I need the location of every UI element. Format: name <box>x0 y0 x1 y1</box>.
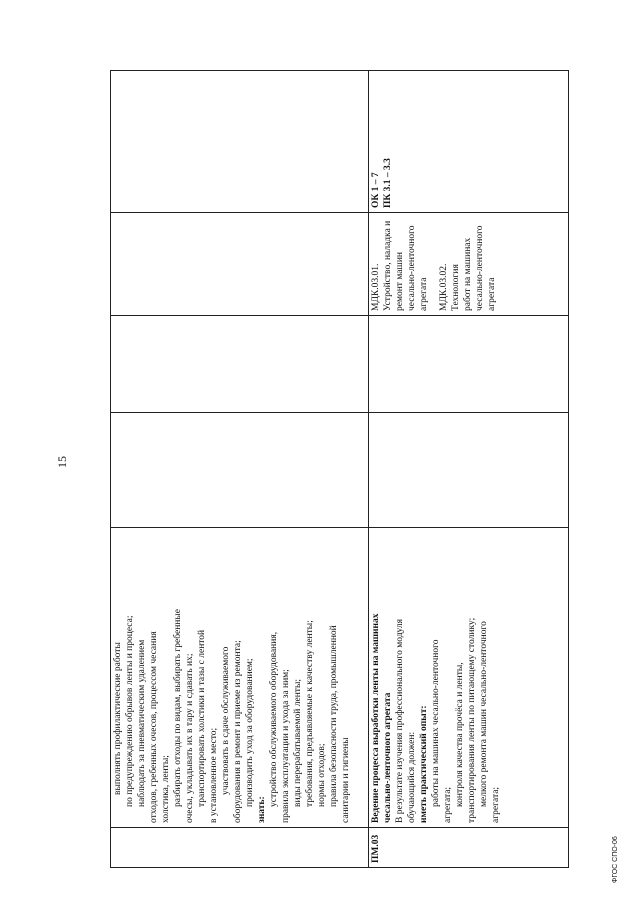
cell-empty <box>369 413 569 528</box>
mdk-line: агрегата <box>487 277 497 311</box>
text-line: отходов, гребенных очесов, процессом чесания <box>149 631 159 823</box>
competence-line: ОК 1 – 7 <box>371 172 381 208</box>
table-row-continuation <box>111 71 369 868</box>
module-title-line: чесально-ленточного агрегата <box>383 692 393 823</box>
text-line: санитарии и гигиены <box>341 737 351 823</box>
mdk-line: ремонт машин <box>395 252 405 311</box>
mdk-line: агрегата <box>419 277 429 311</box>
text-line: виды перерабатываемой ленты; <box>293 679 303 807</box>
cell-code-empty <box>111 828 369 868</box>
mdk-line: чесально-ленточного <box>475 225 485 311</box>
mdk-line: МДК.03.02. Технология <box>439 263 461 311</box>
text-line: агрегата; <box>491 786 501 823</box>
text-line: нормы отходов; <box>317 743 327 807</box>
module-title-line: Ведение процесса выработки ленты на машинах <box>371 613 381 823</box>
competence-line: ПК 3.1 – 3.3 <box>383 158 393 208</box>
text-line: выполнять профилактические работы <box>113 642 123 795</box>
page-number: 15 <box>55 456 69 468</box>
text-line: обучающийся должен: <box>407 731 417 823</box>
cell-empty <box>111 71 369 213</box>
text-line: холстика, ленты; <box>161 755 171 823</box>
mdk-line: чесально-ленточного <box>407 225 417 311</box>
text-line: по предупреждению обрывов ленты и процеса; <box>125 615 135 807</box>
text-line: в установленное место; <box>209 727 219 823</box>
table-row-pm03 <box>369 71 569 868</box>
cell-content-pm03 <box>369 528 569 828</box>
text-line: транспортирования ленты по питающему столику; <box>467 617 477 823</box>
cell-empty <box>369 316 569 413</box>
cell-empty <box>111 213 369 316</box>
practice-label: иметь практический опыт: <box>419 705 429 823</box>
text-line: мелкого ремонта машин чесально-ленточного <box>479 621 489 807</box>
text-line: транспортировать холстики и тазы с лентой <box>197 629 207 807</box>
text-line: оборудования в ремонт и приеме из ремонта; <box>233 640 243 823</box>
text-line: участвовать в сдаче обслуживаемого <box>221 646 231 795</box>
text-line: разбирать отходы по видам, выбирать гребенные <box>173 609 183 807</box>
cell-mdk <box>369 213 569 316</box>
cell-empty <box>111 316 369 413</box>
curriculum-table <box>110 70 569 868</box>
text-line: работы на машинах чесально-ленточного <box>431 639 441 807</box>
mdk-line: Устройство, наладка и <box>383 220 393 311</box>
text-line: требования, предъявляемые к качеству ленты; <box>305 620 315 807</box>
text-line: контроля качества прочёса и ленты, <box>455 662 465 807</box>
module-code: ПМ.03 <box>369 828 569 868</box>
text-line: агрегата; <box>443 786 453 823</box>
mdk-line: МДК.03.01. <box>371 263 381 311</box>
know-label: знать: <box>257 796 267 823</box>
text-line: устройство обслуживаемого оборудования, <box>269 631 279 807</box>
text-line: производить уход за оборудованием; <box>245 658 255 807</box>
text-line: наблюдать за пневматическим удалением <box>137 639 147 807</box>
footer-code: ФГОС СПО-06 <box>612 836 619 883</box>
cell-content-continuation <box>111 528 369 828</box>
mdk-line: работ на машинах <box>463 237 473 311</box>
text-line: правила эксплуатации и ухода за ним; <box>281 669 291 823</box>
cell-empty <box>111 413 369 528</box>
text-line: В результате изучения профессионального модуля <box>395 619 405 823</box>
text-line: очесы, укладывать их в тару и сдавать их; <box>185 653 195 823</box>
text-line: правила безопасности труда, промышленной <box>329 625 339 807</box>
cell-competences <box>369 71 569 213</box>
